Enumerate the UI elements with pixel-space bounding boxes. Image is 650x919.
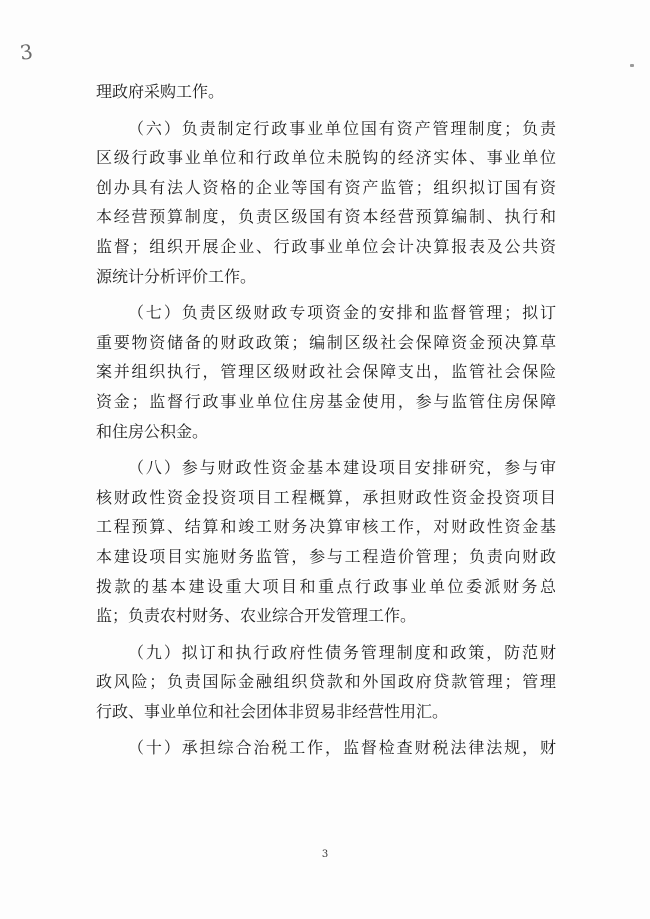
text-line: 和住房公积金。	[96, 421, 209, 441]
text-line: 工程预算、结算和竣工财务决算审核工作，对财政性资金基	[96, 517, 556, 537]
text-line: 源统计分析评价工作。	[96, 266, 257, 286]
text-line: 区级行政事业单位和行政单位未脱钩的经济实体、事业单位	[96, 148, 556, 168]
paragraph-6-line: （六）负责制定行政事业单位国有资产管理制度；负责	[128, 118, 556, 138]
text-line: 资金；监督行政事业单位住房基金使用，参与监管住房保障	[96, 391, 556, 411]
text-line: 理政府采购工作。	[96, 82, 225, 101]
text-line: 创办具有法人资格的企业等国有资产监管；组织拟订国有资	[96, 177, 556, 197]
text-line: 重要物资储备的财政政策；编制区级社会保障资金预决算草	[96, 332, 556, 352]
text-line: 本建设项目实施财务监管，参与工程造价管理；负责向财政	[96, 546, 556, 566]
text-line: 本经营预算制度，负责区级国有资本经营预算编制、执行和	[96, 207, 556, 227]
document-body	[96, 77, 556, 763]
text-line: 拨款的基本建设重大项目和重点行政事业单位委派财务总	[96, 576, 556, 596]
paragraph-7-line: （七）负责区级财政专项资金的安排和监督管理；拟订	[128, 303, 556, 323]
handwritten-page-mark: 3	[18, 39, 35, 65]
text-line: 核财政性资金投资项目工程概算，承担财政性资金投资项目	[96, 487, 556, 507]
text-line: 监督；组织开展企业、行政事业单位会计决算报表及公共资	[96, 236, 556, 256]
paragraph-10-line: （十）承担综合治税工作，监督检查财税法律法规，财	[128, 738, 556, 758]
page-number: 3	[321, 849, 329, 860]
text-line: 监；负责农村财务、农业综合开发管理工作。	[96, 606, 417, 626]
text-line: 政风险；负责国际金融组织贷款和外国政府贷款管理；管理	[96, 672, 556, 692]
paragraph-8-line: （八）参与财政性资金基本建设项目安排研究，参与审	[128, 458, 556, 478]
text-line: 案并组织执行，管理区级财政社会保障支出，监管社会保险	[96, 362, 556, 382]
scan-speck	[630, 64, 634, 67]
paragraph-9-line: （九）拟订和执行政府性债务管理制度和政策，防范财	[128, 642, 556, 662]
text-line: 行政、事业单位和社会团体非贸易非经营性用汇。	[96, 701, 449, 721]
